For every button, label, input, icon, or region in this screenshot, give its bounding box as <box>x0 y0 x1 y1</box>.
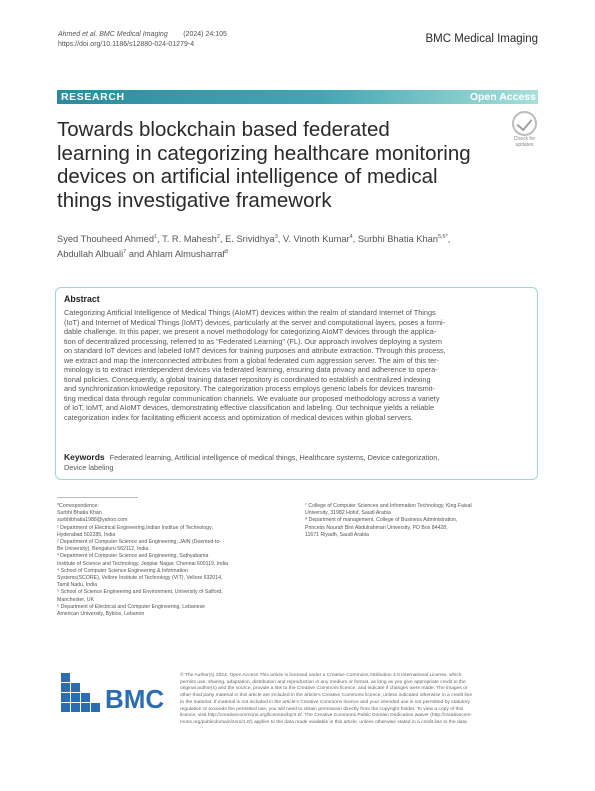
correspondence-email[interactable]: surbhibhatia1988@yahoo.com <box>57 517 128 524</box>
affiliation: ⁷ College of Computer Sciences and Information Technology, King Faisal <box>305 503 472 509</box>
citation-issue: (2024) 24:105 <box>183 31 227 38</box>
author[interactable]: Ahlam Almusharraf$^8$ <box>146 248 229 259</box>
journal-name: BMC Medical Imaging <box>425 33 538 45</box>
author[interactable]: T. R. Mahesh$^2$ <box>162 234 220 245</box>
keywords-text: Federated learning, Artificial intelligence of medical things, Healthcare systems, Device categorization, <box>109 453 440 462</box>
affiliation: ¹ Department of Electrical Engineering,Indian Institue of Technology, <box>57 524 213 531</box>
author[interactable]: Abdullah Albuali$^7$ <box>57 248 127 259</box>
doi-link[interactable]: https://doi.org/10.1186/s12880-024-01279-4 <box>58 40 195 48</box>
title-line: things investigative framework <box>57 188 332 212</box>
citation-header <box>58 30 227 49</box>
article-type-label: RESEARCH <box>61 91 125 103</box>
open-access-label: Open Access <box>469 91 536 103</box>
affiliation: 11671 Riyadh, Saudi Arabia <box>305 531 369 538</box>
check-icon <box>512 111 537 136</box>
author[interactable]: E. Srividhya$^3$ <box>225 234 278 245</box>
abstract-heading: Abstract <box>64 294 100 304</box>
affiliation: American University, Byblos, Lebanon <box>57 611 145 618</box>
affiliation: Manchester, UK <box>57 596 94 603</box>
license-text: © The Author(s) 2024. Open Access This article is licensed under a Creative Commons Attribution 4.0 International License, which permits use, sharing, adaptation, distribution and reproduction in any medium or format, as long as you give appropriate credit to the original author(s) and the source, provide a link to the Creative Commons licence, and indicate if changes were made. The images or other third party material in this article are included in the article's Creative Commons licence, unless indicated otherwise in a credit line to the material. If material is not included in the article's Creative Commons licence and your intended use is not permitted by statutory regulation or exceeds the permitted use, you will need to obtain permission directly from the copyright holder. To view a copy of this licence, visit http://creativecommons.org/licenses/by/4.0/. The Creative Commons Public Domain Dedication waiver (http://creativecom- mons.org/publicdomain/zero/1.0/) applies to the data made available in this article, unless otherwise stated in a credit line to the data. <box>180 673 473 725</box>
affiliation: Hyderabad 502285, India <box>57 531 116 538</box>
affiliations-right <box>305 503 535 539</box>
keywords-text: Device labeling <box>64 462 114 472</box>
bmc-logo <box>60 672 170 714</box>
check-updates-text: Check for updates <box>513 136 536 148</box>
author[interactable]: Syed Thouheed Ahmed$^1$ <box>57 234 158 245</box>
author[interactable]: V. Vinoth Kumar$^4$ <box>282 234 353 245</box>
affiliation: ³ Department of Computer Science and Engineering, Sathyabama <box>57 553 209 560</box>
author-list: Syed Thouheed Ahmed$^1$, T. R. Mahesh$^2$, E. Srividhya$^3$, V. Vinoth Kumar$^4$, Surbhi Bhatia Khan$^{5,6*}$, Abdullah Albuali$^7$ and Ahlam Almusharraf$^8$ <box>57 234 451 259</box>
bmc-logo-text: BMC <box>105 684 165 714</box>
author[interactable]: Surbhi Bhatia Khan$^{5,6*}$ <box>357 234 448 245</box>
footnote-divider <box>57 497 138 498</box>
affiliation: Systems(SCORE), Vellore Institute of Technology (VIT), Vellore 632014, <box>57 575 223 582</box>
title-line: learning in categorizing healthcare monitoring <box>57 141 471 165</box>
affiliation: ⁸ Department of management, College of Business Administration, <box>305 517 458 524</box>
keywords <box>64 453 530 472</box>
article-type-band <box>57 90 538 104</box>
check-for-updates-badge[interactable] <box>511 111 538 148</box>
abstract-text: Categorizing Artificial Intelligence of Medical Things (AIoMT) devices within the realm of standard Internet of Things (IoT) and Internet of Medical Things (IoMT) devices, particularly at the server and computational layers, poses a formi- dable challenge. In this paper, we present a novel methodology for categorizing AIoMT devices through the applica- tion of decentralized processing, referred to as "Federated Learning" (FL). Our approach involves deploying a system on standard IoT devices and labeled IoMT devices for training purposes and attribute extraction. Through this process, we extract and map the interconnected attributes from a global federated cum aggression server. The aim of this ter- minology is to extract interdependent devices via federated learning, ensuring data privacy and adherence to opera- tional policies. Consequently, a global training dataset repository is coordinated to establish a centralized indexing and synchronization knowledge repository. The categorization process employs generic labels for devices transmit- ting medical data through regular communication channels. We evaluate our proposed methodology across a variety of IoT, IoMT, and AIoMT devices, demonstrating effective classification and labeling. Our technique yields a reliable categorization index for facilitating efficient access and optimization of medical devices within global servers. <box>64 308 446 423</box>
keywords-label: Keywords <box>64 452 105 462</box>
affiliation: Tamil Nadu, India <box>57 582 98 589</box>
title-line: Towards blockchain based federated <box>57 118 390 141</box>
correspondence-name: Surbhi Bhatia Khan <box>57 510 102 517</box>
affiliation: ⁴ School of Computer Science Engineering & Information <box>57 567 188 574</box>
article-title <box>57 118 517 212</box>
affiliation: University, 31982 Hofuf, Saudi Arabia <box>305 510 391 517</box>
citation-journal: Ahmed et al. BMC Medical Imaging <box>58 31 168 38</box>
correspondence-label: *Correspondence: <box>57 503 99 509</box>
affiliation: ⁵ School of Science Engineering and Environment, University of Salford, <box>57 589 223 596</box>
affiliation: ² Department of Computer Science and Engineering, JAIN (Deemed-to- <box>57 539 222 546</box>
affiliation: Institute of Science and Technology, Jeppiar Nagar, Chennai 600119, India <box>57 560 229 567</box>
title-line: devices on artificial intelligence of medical <box>57 165 438 189</box>
affiliations-left <box>57 503 290 618</box>
affiliation: Be University), Bengaluru 562112, India <box>57 546 149 553</box>
affiliation: ⁶ Department of Electrical and Computer Engineering, Lebanese <box>57 603 206 610</box>
affiliation: Princess Nourah Bint Abdulrahman University, PO Box 84428, <box>305 524 448 531</box>
